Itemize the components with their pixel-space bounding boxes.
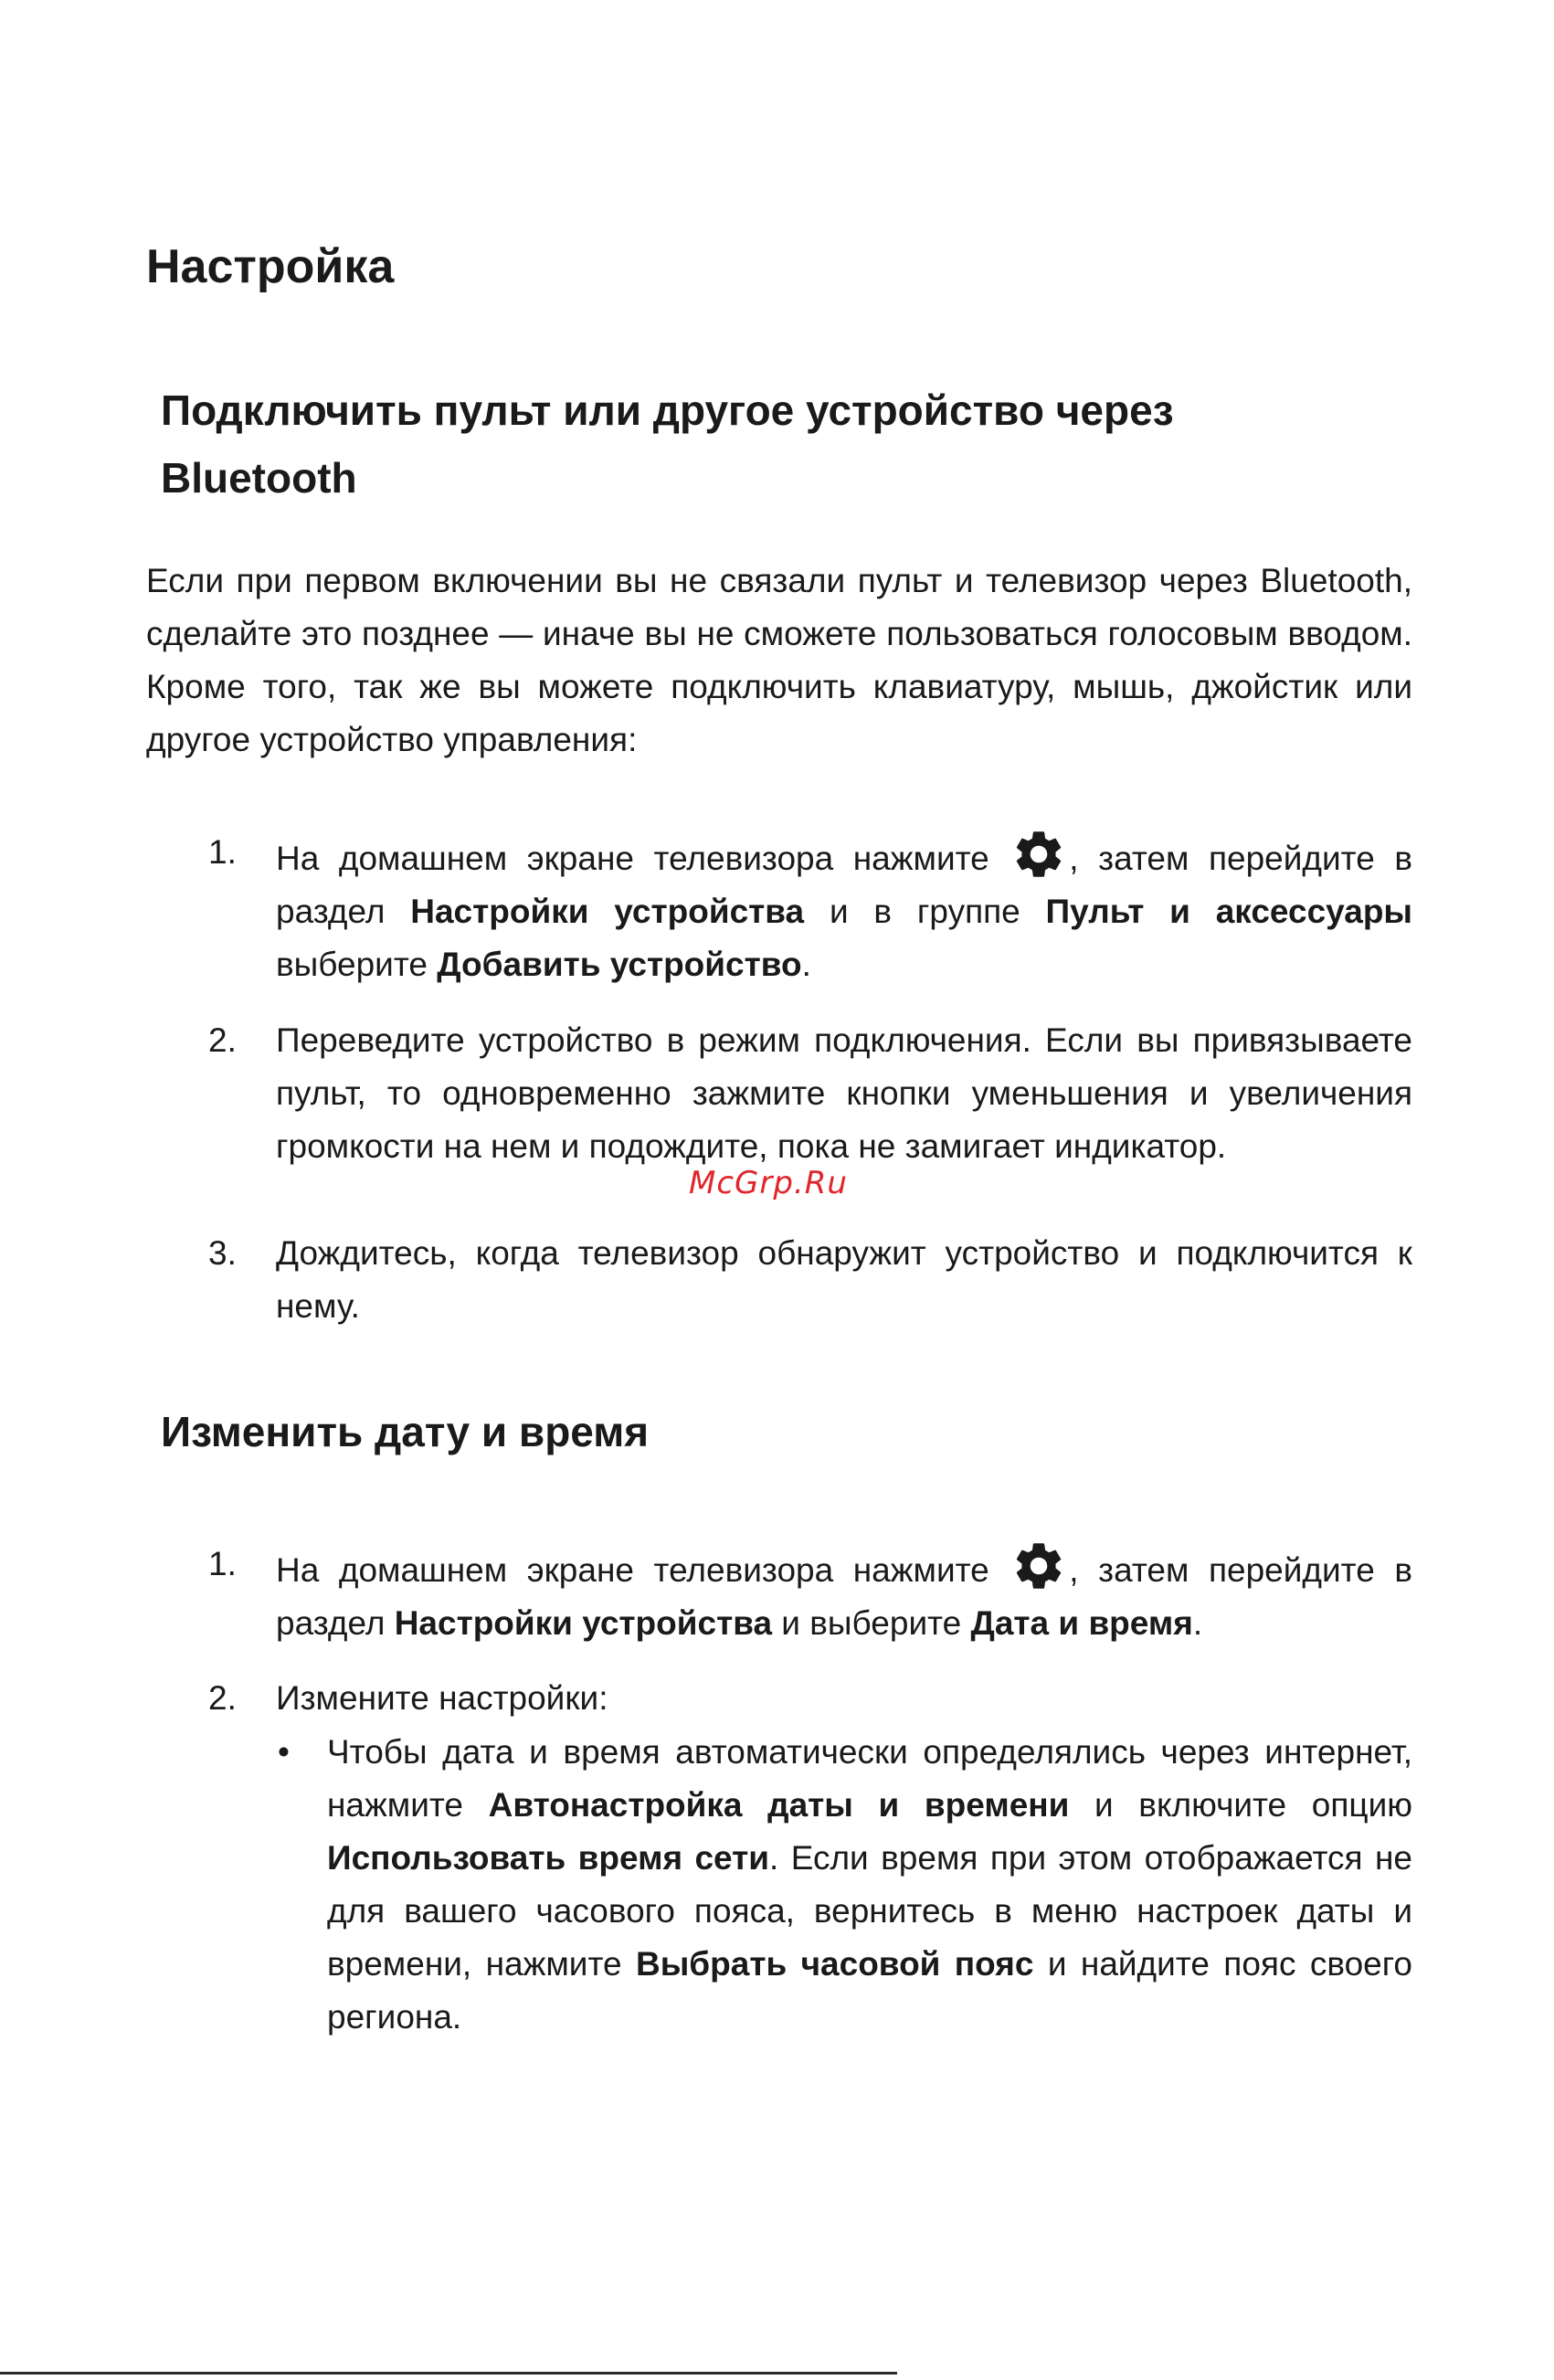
bold-term: Настройки устройства (410, 893, 805, 930)
bold-term: Пульт и аксессуары (1045, 893, 1413, 930)
bold-term: Дата и время (970, 1604, 1193, 1642)
gear-icon (1010, 826, 1067, 883)
bold-term: Использовать время сети (327, 1839, 769, 1877)
section-heading-line1: Подключить пульт или другое устройство через (161, 386, 1174, 434)
step-text: Измените настройки: (276, 1679, 608, 1717)
intro-paragraph: Если при первом включении вы не связали пульт и телевизор через Bluetooth, сделайте это позднее — иначе вы не сможете пользоваться голосовым вводом. Кроме того, так же вы можете подключить клавиатуру, мышь, джойстик или другое устройство управления: (146, 562, 1412, 758)
step-text: Переведите устройство в режим подключения. Если вы привязываете пульт, то одновременно зажмите кнопки уменьшения и увеличения громкости на нем и подождите, пока не замигает индикатор. (276, 1021, 1412, 1165)
step-text-part: . (1192, 1604, 1203, 1642)
step-text (276, 1538, 1412, 1650)
bullet-text-part: Чтобы дата и время автоматически определялись через интернет, нажмите (327, 1733, 1412, 1824)
step-text: Дождитесь, когда телевизор обнаружит устройство и подключится к нему. (276, 1234, 1412, 1325)
bold-term: Добавить устройство (437, 946, 802, 983)
step-text-part: . (801, 946, 811, 983)
step-number: 2. (208, 1679, 237, 1717)
step-number: 1. (208, 833, 237, 871)
bullet-marker: • (278, 1733, 290, 1771)
section-heading-bluetooth (161, 376, 1174, 512)
step-text-part: На домашнем экране телевизора нажмите (276, 840, 1010, 877)
bold-term: Выбрать часовой пояс (635, 1945, 1034, 1983)
bullet-text-part: . Если время при этом отображается не для вашего часового пояса, вернитесь в меню настроек даты и времени, нажмите (327, 1839, 1412, 1983)
step-text-part: , затем перейдите в раздел (276, 840, 1412, 930)
section-heading-datetime: Изменить дату и время (161, 1408, 650, 1455)
bold-term: Автонастройка даты и времени (488, 1786, 1070, 1824)
bullet-text-part: и включите опцию (1069, 1786, 1412, 1824)
step-text-part: На домашнем экране телевизора нажмите (276, 1551, 1010, 1589)
step-number: 3. (208, 1234, 237, 1272)
bullet-text (327, 1726, 1412, 2044)
step-number: 1. (208, 1545, 237, 1582)
watermark-text: McGrp.Ru (689, 1165, 848, 1201)
step-number: 2. (208, 1021, 237, 1059)
section-heading-line2: Bluetooth (161, 454, 357, 502)
step-text-part: и выберите (772, 1604, 971, 1642)
page-title: Настройка (146, 240, 395, 293)
step-text (276, 826, 1412, 991)
gear-icon (1010, 1538, 1067, 1594)
bullet-text-part: и найдите пояс своего региона. (327, 1945, 1413, 2036)
step-text-part: выберите (276, 946, 438, 983)
footer-divider (0, 2372, 897, 2375)
bold-term: Настройки устройства (394, 1604, 773, 1642)
step-text-part: , затем перейдите в раздел (276, 1551, 1412, 1642)
step-text-part: и в группе (804, 893, 1046, 930)
